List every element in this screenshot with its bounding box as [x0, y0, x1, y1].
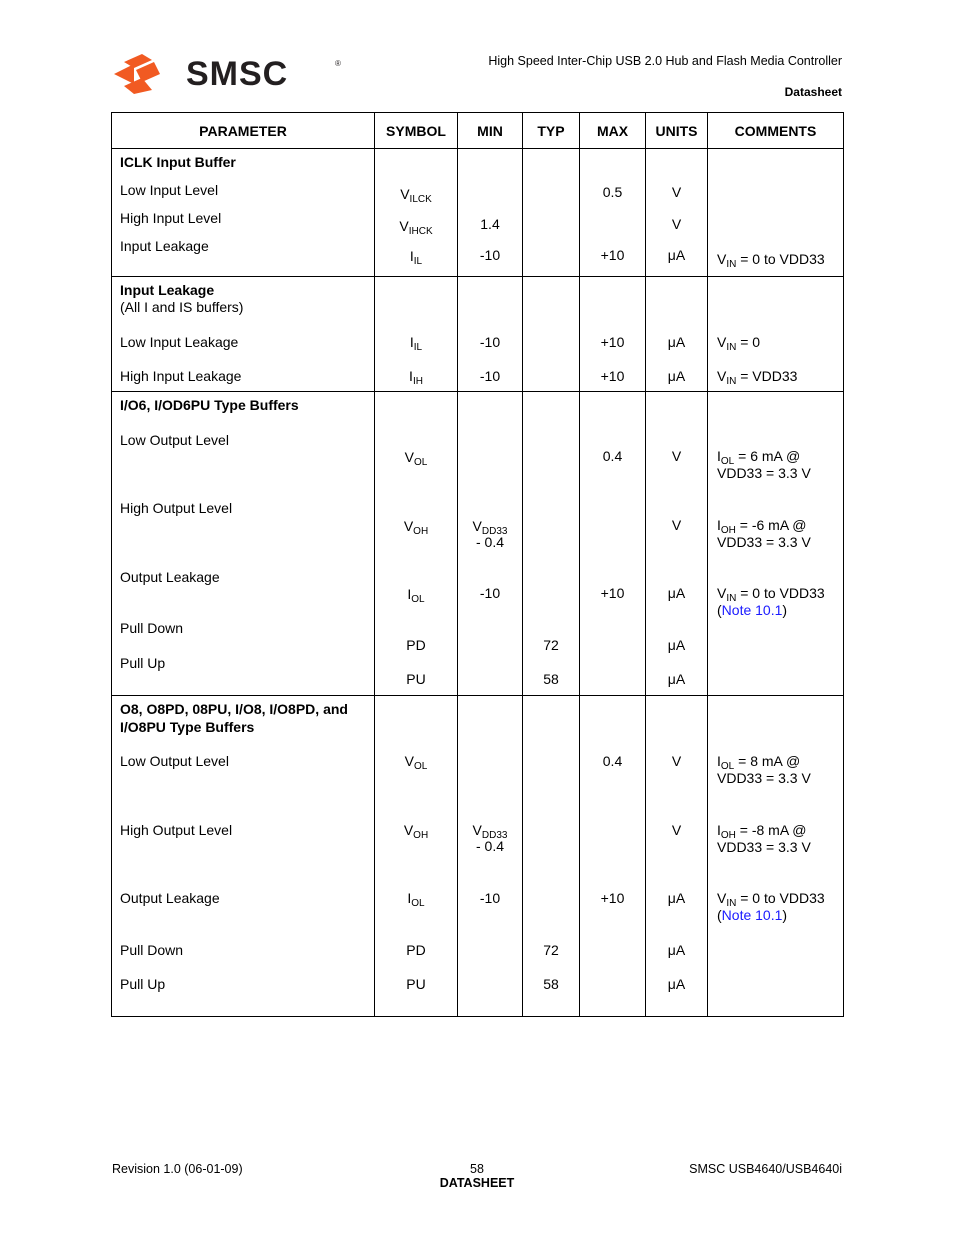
revision-label: Revision 1.0 (06-01-09): [112, 1162, 243, 1176]
param-label: Pull Up: [120, 976, 166, 992]
units-value: μA: [667, 671, 686, 687]
units-value: V: [671, 753, 682, 769]
units-value: V: [671, 448, 682, 464]
group-title: O8, O8PD, 08PU, I/O8, I/O8PD, and: [120, 701, 348, 717]
typ-value: 72: [543, 942, 559, 958]
col-header-units: UNITS: [646, 113, 708, 149]
param-label: Low Input Leakage: [120, 334, 239, 350]
units-value: V: [671, 184, 682, 200]
table-row-group-io6: [112, 392, 844, 696]
min-value-line2: - 0.4: [475, 534, 504, 550]
symbol-cell: $V_{OL}$: [404, 449, 428, 468]
smsc-logo: [112, 52, 347, 94]
max-value: +10: [600, 334, 625, 350]
footer-doc-label: DATASHEET: [439, 1176, 515, 1190]
comment-text: $I_{OH} = -6$ mA @: [717, 517, 807, 536]
document-type: Datasheet: [784, 85, 842, 99]
comment-text: $V_{IN} = VDD33$: [717, 368, 798, 387]
comment-text: $I_{OL} = 6$ mA @: [717, 448, 801, 467]
symbol-cell: PU: [406, 671, 426, 687]
group-title: Input Leakage: [120, 282, 215, 298]
max-value: 0.5: [602, 184, 623, 200]
units-value: μA: [667, 247, 686, 263]
symbol-cell: PD: [406, 942, 426, 958]
typ-value: 58: [543, 976, 559, 992]
comment-text: $I_{OL} = 8$ mA @: [717, 753, 801, 772]
min-value-line2: - 0.4: [475, 838, 504, 854]
max-value: +10: [600, 247, 625, 263]
comment-text: $I_{OH} = -8$ mA @: [717, 822, 807, 841]
param-label: Pull Up: [120, 655, 166, 671]
symbol-cell: $V_{OL}$: [404, 753, 428, 772]
min-value: -10: [479, 334, 501, 350]
units-value: μA: [667, 890, 686, 906]
comment-text-line2: VDD33 = 3.3 V: [717, 465, 811, 481]
product-name: SMSC USB4640/USB4640i: [689, 1162, 842, 1176]
max-value: 0.4: [602, 448, 623, 464]
group-title-line2: I/O8PU Type Buffers: [120, 719, 255, 735]
min-value: -10: [479, 368, 501, 384]
max-value: +10: [600, 368, 625, 384]
param-label: Low Output Level: [120, 432, 229, 448]
page-number: 58: [470, 1162, 484, 1176]
col-header-comments: COMMENTS: [708, 113, 844, 149]
symbol-cell: $V_{ILCK}$: [400, 186, 432, 205]
comment-text-line2: VDD33 = 3.3 V: [717, 839, 811, 855]
units-value: μA: [667, 637, 686, 653]
param-label: High Input Leakage: [120, 368, 242, 384]
max-value: 0.4: [602, 753, 623, 769]
typ-value: 58: [543, 671, 559, 687]
table-row-group-input-leakage: [112, 277, 844, 392]
param-label: Pull Down: [120, 942, 184, 958]
param-label: Input Leakage: [120, 238, 209, 254]
units-value: V: [671, 216, 682, 232]
group-title: I/O6, I/OD6PU Type Buffers: [120, 397, 299, 413]
typ-value: 72: [543, 637, 559, 653]
symbol-cell: $I_{OL}$: [407, 890, 425, 909]
table-row-group-o8: [112, 696, 844, 1017]
table-header-row: [112, 113, 844, 149]
param-label: Pull Down: [120, 620, 184, 636]
min-value: $V_{DD33}$: [472, 822, 508, 841]
max-value: +10: [600, 890, 625, 906]
units-value: V: [671, 517, 682, 533]
symbol-cell: $V_{IHCK}$: [399, 218, 433, 237]
document-title: High Speed Inter-Chip USB 2.0 Hub and Flash Media Controller: [488, 54, 842, 68]
symbol-cell: $V_{OH}$: [403, 518, 429, 537]
dc-characteristics-table: [111, 112, 844, 1017]
param-label: Low Input Level: [120, 182, 219, 198]
comment-note-line: (Note 10.1): [717, 907, 788, 923]
param-label: High Output Level: [120, 822, 233, 838]
group-subtitle: (All I and IS buffers): [120, 299, 244, 315]
symbol-cell: $I_{IH}$: [409, 368, 423, 387]
symbol-cell: $I_{IL}$: [409, 334, 423, 353]
logo-text: SMSC: [186, 55, 289, 93]
param-label: Low Output Level: [120, 753, 229, 769]
param-label: Output Leakage: [120, 569, 220, 585]
min-value: -10: [479, 890, 501, 906]
units-value: μA: [667, 368, 686, 384]
min-value: 1.4: [480, 216, 500, 232]
param-label: Output Leakage: [120, 890, 220, 906]
comment-note-line: (Note 10.1): [717, 602, 788, 618]
units-value: μA: [667, 942, 686, 958]
symbol-cell: $I_{OL}$: [407, 586, 425, 605]
max-value: +10: [600, 585, 625, 601]
table-row-group-iclk: [112, 149, 844, 277]
comment-text: $V_{IN} = 0$ to VDD33: [717, 585, 825, 604]
symbol-cell: $I_{IL}$: [409, 248, 423, 267]
symbol-cell: PU: [406, 976, 426, 992]
units-value: μA: [667, 976, 686, 992]
min-value: -10: [479, 247, 501, 263]
min-value: -10: [479, 585, 501, 601]
comment-text-line2: VDD33 = 3.3 V: [717, 534, 811, 550]
units-value: μA: [667, 334, 686, 350]
param-label: High Output Level: [120, 500, 233, 516]
units-value: μA: [667, 585, 686, 601]
col-header-symbol: SYMBOL: [375, 113, 458, 149]
group-title: ICLK Input Buffer: [120, 154, 236, 170]
comment-text-line2: VDD33 = 3.3 V: [717, 770, 811, 786]
col-header-typ: TYP: [523, 113, 580, 149]
min-value: $V_{DD33}$: [472, 518, 508, 537]
col-header-min: MIN: [458, 113, 523, 149]
col-header-parameter: PARAMETER: [112, 113, 375, 149]
symbol-cell: PD: [406, 637, 426, 653]
symbol-cell: $V_{OH}$: [403, 822, 429, 841]
col-header-max: MAX: [580, 113, 646, 149]
param-label: High Input Level: [120, 210, 222, 226]
note-link[interactable]: Note 10.1: [721, 907, 783, 923]
comment-text: $V_{IN} = 0$ to VDD33: [717, 251, 825, 270]
comment-text: $V_{IN} = 0$ to VDD33: [717, 890, 825, 909]
comment-text: $V_{IN} = 0$: [717, 334, 761, 353]
note-link[interactable]: Note 10.1: [721, 602, 783, 618]
units-value: V: [671, 822, 682, 838]
svg-text:®: ®: [335, 59, 341, 68]
